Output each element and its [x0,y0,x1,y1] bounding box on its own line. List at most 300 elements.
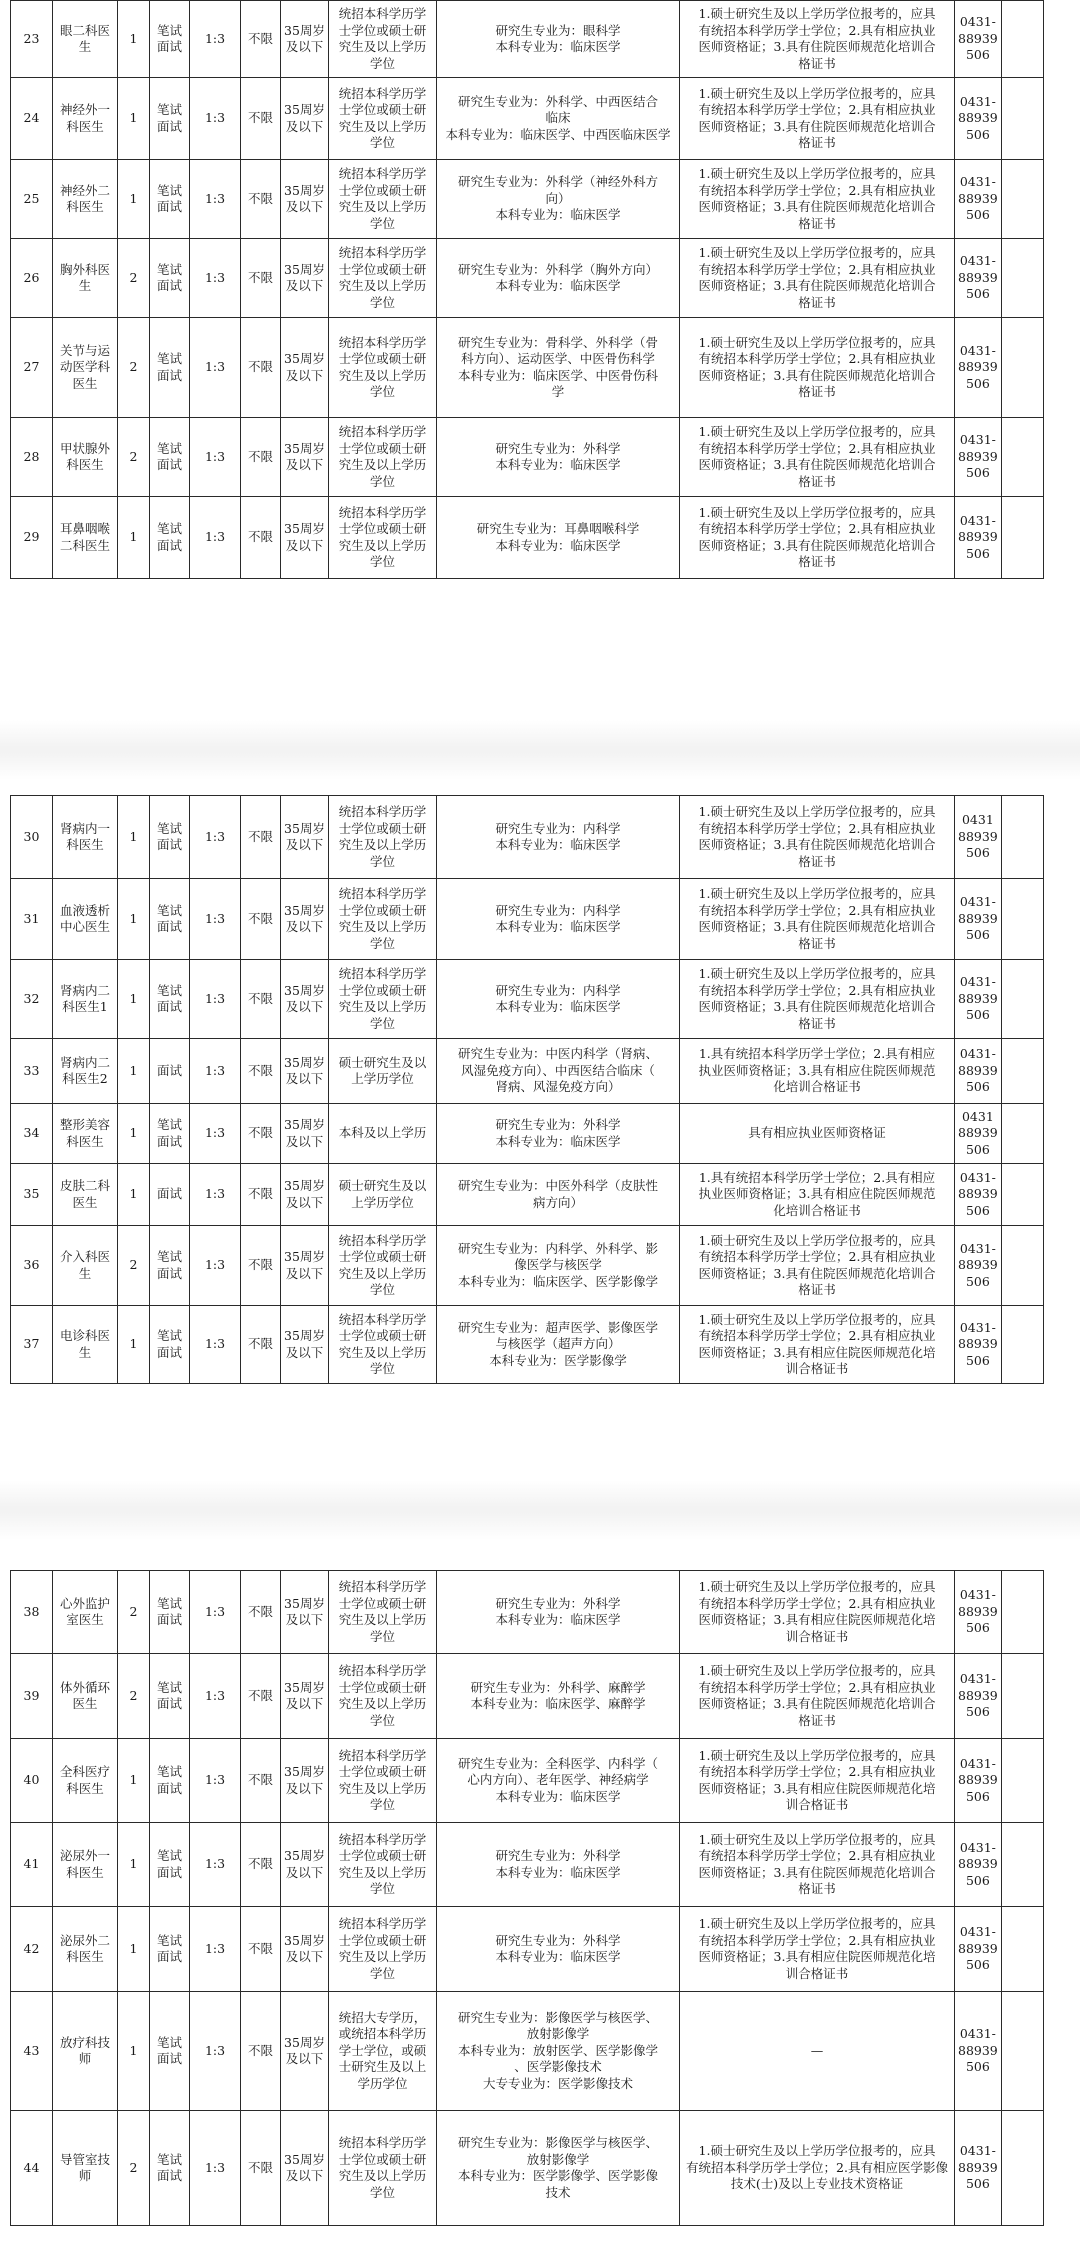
other-requirement [680,1571,955,1654]
education-requirement [329,1039,437,1104]
gender-limit [241,1104,281,1164]
major-requirement-text: 研究生专业为：耳鼻咽喉科学 本科专业为：临床医学 [476,521,640,553]
age-requirement [281,796,329,879]
contact-phone [955,239,1002,318]
major-requirement-text: 研究生专业为：外科学（胸外方向） 本科专业为：临床医学 [457,261,658,293]
contact-phone [955,1654,1002,1739]
hiring-count-text: 1 [129,1125,138,1141]
contact-phone [955,960,1002,1039]
exam-ratio-text: 1:3 [204,1772,226,1788]
other-requirement-text: 1.硕士研究生及以上学历学位报考的，应具 有统招本科学历学士学位；2.具有相应执业 医师资格证；3.具有住院医师规范化培训合 格证书 [698,1831,936,1896]
gender-limit-text: 不限 [247,828,273,844]
position-name-text: 导管室技 师 [59,2151,110,2183]
remark-cell [1001,1,1043,78]
hiring-count-text: 1 [129,1062,138,1078]
row-number [11,879,53,960]
exam-type [150,78,190,160]
hiring-count [118,1,150,78]
table-row [11,1907,1044,1992]
age-requirement [281,879,329,960]
contact-phone-text: 0431- 88939 506 [958,974,998,1023]
major-requirement-text: 研究生专业为：内科学 本科专业为：临床医学 [495,902,621,934]
contact-phone [955,1226,1002,1306]
hiring-count [118,1104,150,1164]
education-requirement-text: 硕士研究生及以 上学历学位 [338,1054,427,1086]
other-requirement-text: 1.硕士研究生及以上学历学位报考的，应具 有统招本科学历学士学位；2.具有相应执业 医师资格证；3.具有住院医师规范化培训合 格证书 [698,6,936,71]
exam-ratio [190,1654,241,1739]
position-name-text: 肾病内二 科医生2 [59,1054,110,1086]
exam-type-text: 笔试 面试 [156,351,182,383]
exam-ratio [190,1306,241,1384]
major-requirement-text: 研究生专业为：中医内科学（肾病、 风湿免疫方向）、中西医结合临床（ 肾病、风湿免疫方向） [457,1046,658,1095]
exam-ratio [190,78,241,160]
contact-phone [955,1992,1002,2111]
hiring-count-text: 1 [129,190,138,206]
gender-limit-text: 不限 [247,359,273,375]
major-requirement-text: 研究生专业为：内科学 本科专业为：临床医学 [495,982,621,1014]
contact-phone-text: 0431 88939 506 [958,1108,998,1157]
remark-cell [1001,2111,1043,2226]
other-requirement [680,497,955,579]
exam-ratio [190,879,241,960]
major-requirement [437,78,680,160]
row-number-text: 27 [23,359,40,375]
major-requirement-text: 研究生专业为：外科学、中西医结合 临床 本科专业为：临床医学、中西医临床医学 [445,93,671,142]
exam-type [150,1823,190,1907]
gender-limit [241,418,281,497]
hiring-count [118,2111,150,2226]
gender-limit-text: 不限 [247,2042,273,2058]
contact-phone [955,418,1002,497]
major-requirement [437,2111,680,2226]
hiring-count-text: 1 [129,1186,138,1202]
gender-limit [241,1823,281,1907]
education-requirement [329,1306,437,1384]
row-number-text: 28 [23,448,40,464]
other-requirement [680,1992,955,2111]
exam-type-text: 笔试 面试 [156,1249,182,1281]
age-requirement-text: 35周岁 及以下 [284,1764,325,1796]
gender-limit-text: 不限 [247,30,273,46]
exam-ratio [190,2111,241,2226]
gender-limit [241,160,281,239]
table-row [11,879,1044,960]
row-number [11,497,53,579]
exam-type-text: 笔试 面试 [156,2151,182,2183]
gender-limit [241,1654,281,1739]
contact-phone-text: 0431- 88939 506 [958,1587,998,1636]
hiring-count-text: 1 [129,828,138,844]
other-requirement [680,1823,955,1907]
contact-phone [955,160,1002,239]
row-number-text: 23 [23,30,40,46]
row-number [11,2111,53,2226]
table-row [11,1226,1044,1306]
contact-phone-text: 0431- 88939 506 [958,1924,998,1973]
exam-type [150,1104,190,1164]
hiring-count [118,1571,150,1654]
exam-ratio-text: 1:3 [204,529,226,545]
gender-limit-text: 不限 [247,1603,273,1619]
age-requirement-text: 35周岁 及以下 [284,521,325,553]
position-name-text: 泌尿外一 科医生 [59,1848,110,1880]
hiring-count [118,160,150,239]
position-name-text: 神经外一 科医生 [59,102,110,134]
position-name-text: 整形美容 科医生 [59,1117,110,1149]
exam-type-text: 面试 [156,1062,182,1078]
row-number-text: 29 [23,529,40,545]
exam-ratio-text: 1:3 [204,1336,226,1352]
major-requirement-text: 研究生专业为：眼科学 本科专业为：临床医学 [495,22,621,54]
age-requirement [281,1739,329,1823]
contact-phone [955,796,1002,879]
education-requirement [329,796,437,879]
education-requirement-text: 统招本科学历学 士学位或硕士研 究生及以上学历 学位 [338,424,427,489]
major-requirement [437,1306,680,1384]
age-requirement-text: 35周岁 及以下 [284,1178,325,1210]
gender-limit-text: 不限 [247,1687,273,1703]
education-requirement-text: 统招大专学历， 或统招本科学历 学士学位，或硕 士研究生及以上 学历学位 [338,2009,427,2091]
age-requirement-text: 35周岁 及以下 [284,1328,325,1360]
exam-type [150,1164,190,1226]
exam-type-text: 笔试 面试 [156,521,182,553]
other-requirement [680,2111,955,2226]
exam-type-text: 笔试 面试 [156,261,182,293]
gender-limit-text: 不限 [247,1856,273,1872]
age-requirement-text: 35周岁 及以下 [284,2034,325,2066]
remark-cell [1001,879,1043,960]
hiring-count-text: 1 [129,1772,138,1788]
other-requirement-text: 1.硕士研究生及以上学历学位报考的，应具 有统招本科学历学士学位；2.具有相应执业 医师资格证；3.具有住院医师规范化培训合 格证书 [698,1663,936,1728]
position-name-text: 放疗科技 师 [59,2034,110,2066]
gender-limit-text: 不限 [247,110,273,126]
age-requirement [281,1571,329,1654]
table-row [11,418,1044,497]
other-requirement-text: 1.硕士研究生及以上学历学位报考的，应具 有统招本科学历学士学位；2.具有相应执业 医师资格证；3.具有相应住院医师规范化培 训合格证书 [698,1311,936,1376]
major-requirement [437,497,680,579]
age-requirement [281,1164,329,1226]
exam-type-text: 笔试 面试 [156,820,182,852]
major-requirement-text: 研究生专业为：全科医学、内科学（ 心内方向）、老年医学、神经病学 本科专业为：临床医学 [457,1755,658,1804]
exam-type-text: 笔试 面试 [156,1328,182,1360]
gender-limit [241,1039,281,1104]
age-requirement [281,1306,329,1384]
other-requirement-text: 具有相应执业医师资格证 [748,1125,886,1141]
row-number-text: 39 [23,1687,40,1703]
major-requirement [437,1992,680,2111]
age-requirement-text: 35周岁 及以下 [284,820,325,852]
age-requirement-text: 35周岁 及以下 [284,440,325,472]
education-requirement-text: 统招本科学历学 士学位或硕士研 究生及以上学历 学位 [338,886,427,951]
contact-phone [955,1306,1002,1384]
exam-ratio [190,1039,241,1104]
remark-cell [1001,1104,1043,1164]
exam-type [150,239,190,318]
exam-type-text: 笔试 面试 [156,2034,182,2066]
remark-cell [1001,1226,1043,1306]
table-row [11,960,1044,1039]
major-requirement-text: 研究生专业为：影像医学与核医学、 放射影像学 本科专业为：医学影像学、医学影像 技术 [457,2135,658,2200]
remark-cell [1001,1992,1043,2111]
exam-type-text: 笔试 面试 [156,440,182,472]
education-requirement [329,1104,437,1164]
contact-phone [955,1823,1002,1907]
hiring-count [118,78,150,160]
table-row [11,1,1044,78]
major-requirement [437,239,680,318]
contact-phone-text: 0431- 88939 506 [958,2143,998,2192]
table-page-3 [0,1570,1080,2250]
contact-phone [955,1739,1002,1823]
gender-limit [241,1907,281,1992]
gender-limit [241,1992,281,2111]
gender-limit-text: 不限 [247,190,273,206]
contact-phone [955,497,1002,579]
age-requirement [281,1226,329,1306]
exam-ratio-text: 1:3 [204,30,226,46]
exam-ratio [190,1226,241,1306]
hiring-count-text: 1 [129,529,138,545]
major-requirement [437,1039,680,1104]
age-requirement-text: 35周岁 及以下 [284,182,325,214]
other-requirement-text: 1.硕士研究生及以上学历学位报考的，应具 有统招本科学历学士学位；2.具有相应执业 医师资格证；3.具有住院医师规范化培训合 格证书 [698,804,936,869]
education-requirement [329,78,437,160]
exam-type [150,497,190,579]
table-row [11,1571,1044,1654]
hiring-count [118,1739,150,1823]
position-name [53,960,118,1039]
exam-ratio [190,239,241,318]
hiring-count [118,1823,150,1907]
age-requirement-text: 35周岁 及以下 [284,1679,325,1711]
position-name-text: 肾病内二 科医生1 [59,982,110,1014]
row-number [11,1907,53,1992]
other-requirement-text: 1.硕士研究生及以上学历学位报考的，应具 有统招本科学历学士学位；2.具有相应执业 医师资格证；3.具有住院医师规范化培训合 格证书 [698,966,936,1031]
position-name [53,160,118,239]
remark-cell [1001,1823,1043,1907]
exam-type [150,960,190,1039]
major-requirement [437,418,680,497]
contact-phone-text: 0431- 88939 506 [958,1319,998,1368]
age-requirement [281,2111,329,2226]
major-requirement-text: 研究生专业为：外科学（神经外科方 向） 本科专业为：临床医学 [457,174,658,223]
education-requirement [329,2111,437,2226]
row-number-text: 37 [23,1336,40,1352]
row-number [11,1571,53,1654]
gender-limit [241,960,281,1039]
other-requirement [680,879,955,960]
age-requirement [281,160,329,239]
age-requirement [281,418,329,497]
other-requirement [680,1226,955,1306]
education-requirement-text: 硕士研究生及以 上学历学位 [338,1178,427,1210]
contact-phone-text: 0431- 88939 506 [958,2026,998,2075]
exam-ratio-text: 1:3 [204,1940,226,1956]
gender-limit [241,1,281,78]
exam-ratio [190,960,241,1039]
education-requirement [329,1571,437,1654]
other-requirement [680,1039,955,1104]
education-requirement-text: 统招本科学历学 士学位或硕士研 究生及以上学历 学位 [338,166,427,231]
major-requirement [437,960,680,1039]
hiring-count-text: 1 [129,30,138,46]
age-requirement [281,1992,329,2111]
major-requirement [437,160,680,239]
position-name-text: 肾病内一 科医生 [59,820,110,852]
other-requirement [680,1,955,78]
hiring-count-text: 1 [129,1856,138,1872]
education-requirement [329,1226,437,1306]
row-number [11,960,53,1039]
exam-type-text: 笔试 面试 [156,982,182,1014]
exam-ratio-text: 1:3 [204,828,226,844]
contact-phone [955,2111,1002,2226]
major-requirement [437,1823,680,1907]
hiring-count-text: 1 [129,910,138,926]
job-table-3 [10,1570,1044,2226]
row-number-text: 25 [23,190,40,206]
exam-ratio [190,497,241,579]
row-number [11,1306,53,1384]
exam-ratio [190,1823,241,1907]
table-row [11,497,1044,579]
other-requirement-text: — [810,2042,824,2058]
hiring-count-text: 2 [129,1603,138,1619]
gender-limit-text: 不限 [247,990,273,1006]
hiring-count [118,879,150,960]
position-name-text: 关节与运 动医学科 医生 [59,342,110,391]
exam-ratio [190,1,241,78]
exam-ratio-text: 1:3 [204,2159,226,2175]
major-requirement-text: 研究生专业为：外科学 本科专业为：临床医学 [495,1117,621,1149]
major-requirement [437,796,680,879]
age-requirement-text: 35周岁 及以下 [284,902,325,934]
position-name [53,1823,118,1907]
exam-type [150,1739,190,1823]
row-number [11,1654,53,1739]
education-requirement [329,1164,437,1226]
hiring-count-text: 1 [129,2042,138,2058]
exam-ratio [190,1907,241,1992]
table-row [11,1164,1044,1226]
age-requirement [281,1823,329,1907]
exam-ratio [190,796,241,879]
education-requirement-text: 统招本科学历学 士学位或硕士研 究生及以上学历 学位 [338,85,427,150]
gender-limit-text: 不限 [247,1257,273,1273]
position-name-text: 心外监护 室医生 [59,1595,110,1627]
position-name [53,1039,118,1104]
education-requirement [329,418,437,497]
table-row [11,1739,1044,1823]
hiring-count [118,796,150,879]
age-requirement-text: 35周岁 及以下 [284,102,325,134]
major-requirement [437,1907,680,1992]
age-requirement-text: 35周岁 及以下 [284,1932,325,1964]
other-requirement-text: 1.硕士研究生及以上学历学位报考的，应具 有统招本科学历学士学位；2.具有相应执业 医师资格证；3.具有住院医师规范化培训合 格证书 [698,334,936,399]
hiring-count [118,1226,150,1306]
other-requirement-text: 1.硕士研究生及以上学历学位报考的，应具 有统招本科学历学士学位；2.具有相应执业 医师资格证；3.具有住院医师规范化培训合 格证书 [698,504,936,569]
hiring-count-text: 1 [129,1336,138,1352]
remark-cell [1001,1039,1043,1104]
position-name [53,1571,118,1654]
hiring-count [118,1992,150,2111]
major-requirement-text: 研究生专业为：内科学 本科专业为：临床医学 [495,820,621,852]
other-requirement [680,239,955,318]
education-requirement [329,239,437,318]
table-row [11,2111,1044,2226]
gender-limit-text: 不限 [247,1940,273,1956]
exam-type [150,418,190,497]
other-requirement [680,1104,955,1164]
exam-type-text: 笔试 面试 [156,182,182,214]
remark-cell [1001,1164,1043,1226]
position-name-text: 耳鼻咽喉 二科医生 [59,521,110,553]
gender-limit [241,1571,281,1654]
exam-type [150,2111,190,2226]
gender-limit [241,239,281,318]
hiring-count [118,1039,150,1104]
hiring-count-text: 2 [129,1257,138,1273]
exam-type-text: 笔试 面试 [156,1679,182,1711]
education-requirement [329,879,437,960]
contact-phone-text: 0431 88939 506 [958,812,998,861]
position-name-text: 泌尿外二 科医生 [59,1932,110,1964]
gender-limit-text: 不限 [247,1062,273,1078]
contact-phone-text: 0431- 88939 506 [958,1671,998,1720]
hiring-count-text: 1 [129,110,138,126]
remark-cell [1001,318,1043,418]
remark-cell [1001,418,1043,497]
position-name [53,78,118,160]
contact-phone [955,1,1002,78]
position-name-text: 胸外科医 生 [59,261,110,293]
age-requirement-text: 35周岁 及以下 [284,1054,325,1086]
other-requirement-text: 1.硕士研究生及以上学历学位报考的，应具 有统招本科学历学士学位；2.具有相应执业 医师资格证；3.具有相应住院医师规范化培 训合格证书 [698,1747,936,1812]
exam-type [150,1907,190,1992]
position-name [53,239,118,318]
other-requirement-text: 1.硕士研究生及以上学历学位报考的，应具 有统招本科学历学士学位；2.具有相应执业 医师资格证；3.具有住院医师规范化培训合 格证书 [698,166,936,231]
remark-cell [1001,1654,1043,1739]
gender-limit-text: 不限 [247,1336,273,1352]
other-requirement [680,318,955,418]
contact-phone-text: 0431- 88939 506 [958,1839,998,1888]
gender-limit [241,78,281,160]
age-requirement [281,1654,329,1739]
gender-limit [241,796,281,879]
contact-phone-text: 0431- 88939 506 [958,1755,998,1804]
remark-cell [1001,497,1043,579]
education-requirement [329,1907,437,1992]
row-number-text: 24 [23,110,40,126]
exam-ratio [190,1739,241,1823]
position-name-text: 介入科医 生 [59,1249,110,1281]
exam-ratio-text: 1:3 [204,2042,226,2058]
remark-cell [1001,1739,1043,1823]
page-gap-2 [0,1480,1080,1540]
education-requirement-text: 统招本科学历学 士学位或硕士研 究生及以上学历 学位 [338,1232,427,1297]
age-requirement [281,1,329,78]
position-name [53,879,118,960]
contact-phone-text: 0431- 88939 506 [958,1169,998,1218]
hiring-count-text: 2 [129,1687,138,1703]
hiring-count [118,239,150,318]
row-number-text: 31 [23,910,40,926]
exam-ratio [190,1992,241,2111]
row-number-text: 33 [23,1062,40,1078]
age-requirement [281,1039,329,1104]
row-number [11,1823,53,1907]
table-row [11,796,1044,879]
